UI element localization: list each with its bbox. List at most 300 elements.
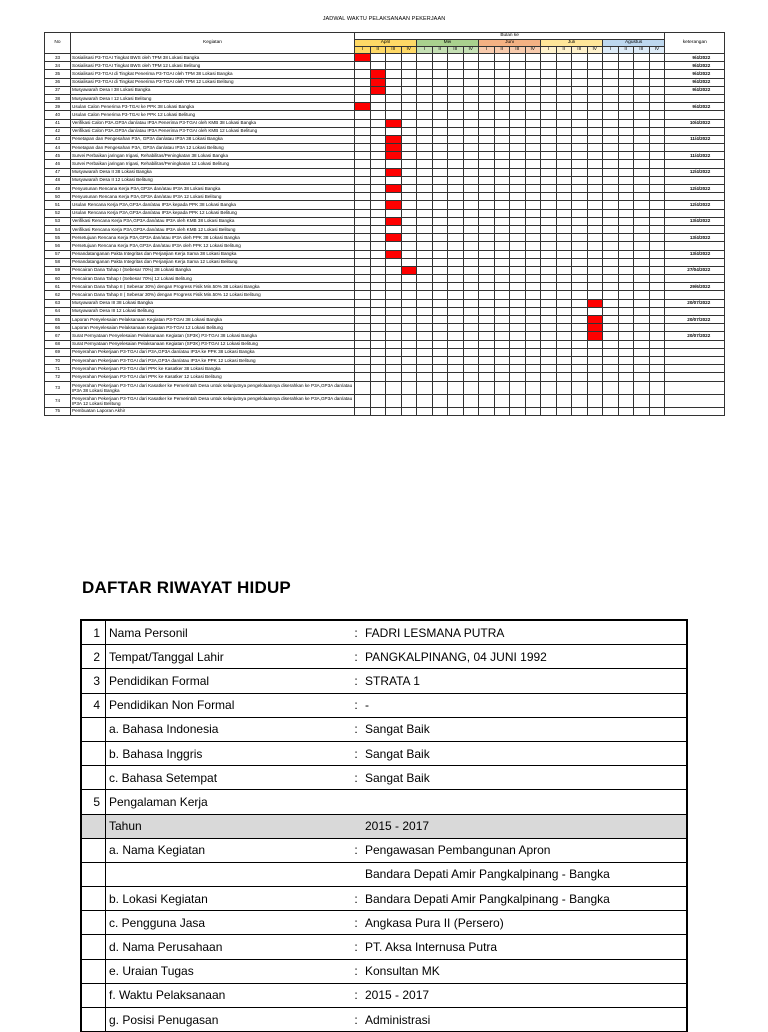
week-cell	[494, 54, 510, 62]
week-cell	[618, 258, 634, 266]
week-cell	[634, 103, 650, 111]
row-keterangan: 9/4/2022	[665, 62, 725, 70]
week-cell	[401, 258, 417, 266]
row-keterangan: 9/4/2022	[665, 78, 725, 86]
week-cell	[541, 176, 557, 184]
week-cell	[448, 160, 464, 168]
week-cell	[572, 185, 588, 193]
week-cell	[401, 94, 417, 102]
week-cell	[448, 62, 464, 70]
week-cell	[463, 373, 479, 381]
week-cell	[370, 324, 386, 332]
row-keterangan	[665, 176, 725, 184]
week-cell	[572, 234, 588, 242]
week-cell	[401, 62, 417, 70]
week-cell	[603, 283, 619, 291]
row-kegiatan: Penandatanganan Pakta Integritas dan Perjanjian Kerja Sama 38 Lokasi Bangka	[71, 250, 355, 258]
week-cell	[525, 242, 541, 250]
week-cell	[525, 365, 541, 373]
cv-row-colon: :	[351, 911, 361, 935]
row-kegiatan: Musyawarah Desa III 38 Lokasi Bangka	[71, 299, 355, 307]
week-cell	[463, 176, 479, 184]
week-cell	[432, 373, 448, 381]
week-cell	[618, 86, 634, 94]
week-cell	[618, 291, 634, 299]
week-cell	[634, 185, 650, 193]
week-cell	[386, 266, 402, 274]
week-cell	[618, 348, 634, 356]
row-kegiatan: Penyerahan Pekerjaan P3-TGAI dari PPK ke Kasatker 12 Lokasi Belitung	[71, 373, 355, 381]
week-cell	[556, 365, 572, 373]
week-cell	[432, 193, 448, 201]
week-cell	[541, 365, 557, 373]
week-cell	[386, 193, 402, 201]
week-cell	[572, 365, 588, 373]
week-cell	[370, 103, 386, 111]
week-cell	[463, 103, 479, 111]
week-cell	[355, 225, 371, 233]
header-month: April	[355, 40, 417, 47]
week-cell	[510, 381, 526, 394]
week-cell	[479, 283, 495, 291]
week-cell	[355, 394, 371, 407]
week-cell	[479, 103, 495, 111]
week-cell	[386, 250, 402, 258]
week-cell	[603, 316, 619, 324]
week-cell	[649, 168, 665, 176]
week-cell	[463, 348, 479, 356]
week-cell	[649, 407, 665, 415]
row-no: 38	[45, 94, 71, 102]
week-cell	[618, 193, 634, 201]
week-cell	[370, 275, 386, 283]
week-cell	[572, 316, 588, 324]
schedule-row	[45, 250, 725, 258]
week-cell	[417, 250, 433, 258]
week-cell	[355, 127, 371, 135]
week-cell	[417, 340, 433, 348]
week-cell	[587, 316, 603, 324]
week-cell	[417, 111, 433, 119]
row-keterangan	[665, 258, 725, 266]
schedule-bar	[371, 70, 386, 77]
cv-row-label: Tempat/Tanggal Lahir	[106, 645, 352, 669]
row-keterangan: 12/4/2022	[665, 201, 725, 209]
week-cell	[401, 324, 417, 332]
week-cell	[649, 144, 665, 152]
row-no: 64	[45, 307, 71, 315]
week-cell	[417, 217, 433, 225]
row-keterangan: 10/4/2022	[665, 119, 725, 127]
week-cell	[370, 144, 386, 152]
row-no: 42	[45, 127, 71, 135]
week-cell	[355, 381, 371, 394]
week-cell	[649, 242, 665, 250]
week-cell	[603, 365, 619, 373]
row-keterangan: 9/4/2022	[665, 54, 725, 62]
week-cell	[556, 242, 572, 250]
week-cell	[541, 70, 557, 78]
week-cell	[479, 275, 495, 283]
week-cell	[494, 185, 510, 193]
week-cell	[649, 54, 665, 62]
cv-row-label	[106, 862, 352, 886]
week-cell	[525, 275, 541, 283]
week-cell	[587, 324, 603, 332]
week-cell	[556, 324, 572, 332]
week-cell	[618, 127, 634, 135]
week-cell	[587, 111, 603, 119]
row-no: 45	[45, 152, 71, 160]
week-cell	[556, 176, 572, 184]
week-cell	[432, 70, 448, 78]
week-cell	[355, 86, 371, 94]
week-cell	[355, 193, 371, 201]
week-cell	[618, 242, 634, 250]
week-cell	[463, 266, 479, 274]
week-cell	[463, 316, 479, 324]
week-cell	[432, 316, 448, 324]
cv-row-colon: :	[351, 959, 361, 983]
week-cell	[603, 332, 619, 340]
week-cell	[463, 332, 479, 340]
schedule-title: JADWAL WAKTU PELAKSANAAN PEKERJAAN	[322, 16, 446, 22]
week-cell	[510, 86, 526, 94]
week-cell	[541, 119, 557, 127]
week-cell	[603, 152, 619, 160]
week-cell	[355, 168, 371, 176]
week-cell	[463, 242, 479, 250]
cv-row-label: e. Uraian Tugas	[106, 959, 352, 983]
week-cell	[541, 103, 557, 111]
week-cell	[479, 234, 495, 242]
week-cell	[401, 394, 417, 407]
week-cell	[386, 160, 402, 168]
week-cell	[510, 185, 526, 193]
week-cell	[510, 176, 526, 184]
week-cell	[479, 348, 495, 356]
week-cell	[572, 299, 588, 307]
week-cell	[401, 356, 417, 364]
week-cell	[417, 86, 433, 94]
week-cell	[556, 217, 572, 225]
week-cell	[401, 332, 417, 340]
week-cell	[370, 168, 386, 176]
schedule-row	[45, 111, 725, 119]
week-cell	[525, 266, 541, 274]
week-cell	[448, 217, 464, 225]
week-cell	[479, 54, 495, 62]
week-cell	[370, 201, 386, 209]
week-cell	[572, 258, 588, 266]
week-cell	[448, 266, 464, 274]
week-cell	[432, 394, 448, 407]
week-cell	[587, 340, 603, 348]
week-cell	[370, 78, 386, 86]
week-cell	[355, 291, 371, 299]
week-cell	[401, 266, 417, 274]
schedule-row	[45, 54, 725, 62]
week-cell	[370, 340, 386, 348]
week-cell	[401, 217, 417, 225]
header-week: III	[572, 47, 588, 54]
week-cell	[479, 316, 495, 324]
week-cell	[634, 201, 650, 209]
schedule-bar	[386, 144, 401, 151]
cv-row-colon: :	[351, 741, 361, 765]
week-cell	[525, 332, 541, 340]
week-cell	[432, 201, 448, 209]
week-cell	[370, 127, 386, 135]
cv-row	[81, 620, 687, 645]
week-cell	[525, 193, 541, 201]
week-cell	[494, 250, 510, 258]
week-cell	[541, 340, 557, 348]
cv-row	[81, 669, 687, 693]
week-cell	[448, 365, 464, 373]
week-cell	[603, 62, 619, 70]
week-cell	[448, 242, 464, 250]
week-cell	[556, 332, 572, 340]
week-cell	[386, 291, 402, 299]
week-cell	[463, 86, 479, 94]
schedule-row	[45, 94, 725, 102]
week-cell	[494, 234, 510, 242]
week-cell	[386, 407, 402, 415]
week-cell	[587, 299, 603, 307]
week-cell	[432, 348, 448, 356]
week-cell	[479, 373, 495, 381]
week-cell	[355, 299, 371, 307]
week-cell	[618, 373, 634, 381]
week-cell	[587, 168, 603, 176]
week-cell	[417, 242, 433, 250]
week-cell	[587, 356, 603, 364]
week-cell	[603, 250, 619, 258]
week-cell	[401, 152, 417, 160]
row-keterangan	[665, 225, 725, 233]
row-no: 61	[45, 283, 71, 291]
row-keterangan: 12/4/2022	[665, 185, 725, 193]
cv-row	[81, 645, 687, 669]
schedule-bar	[588, 300, 603, 307]
week-cell	[370, 307, 386, 315]
week-cell	[649, 348, 665, 356]
cv-row-value: Bandara Depati Amir Pangkalpinang - Bangka	[361, 887, 687, 911]
week-cell	[556, 144, 572, 152]
week-cell	[448, 78, 464, 86]
cv-row	[81, 717, 687, 741]
cv-row-value: Administrasi	[361, 1008, 687, 1032]
cv-row	[81, 766, 687, 790]
week-cell	[634, 258, 650, 266]
week-cell	[510, 324, 526, 332]
row-keterangan	[665, 356, 725, 364]
week-cell	[448, 299, 464, 307]
cv-row-number	[81, 862, 106, 886]
row-keterangan	[665, 381, 725, 394]
week-cell	[494, 332, 510, 340]
cv-row-value: 2015 - 2017	[361, 983, 687, 1007]
cv-row	[81, 814, 687, 838]
row-kegiatan: Laporan Penyelesaian Pelaksanaan Kegiatan P3-TGAI 38 Lokasi Bangka	[71, 316, 355, 324]
week-cell	[355, 78, 371, 86]
cv-row-label: Tahun	[106, 814, 352, 838]
cv-row-label: Nama Personil	[106, 620, 352, 645]
week-cell	[355, 160, 371, 168]
week-cell	[448, 316, 464, 324]
week-cell	[525, 127, 541, 135]
week-cell	[603, 217, 619, 225]
week-cell	[649, 111, 665, 119]
week-cell	[355, 135, 371, 143]
week-cell	[355, 201, 371, 209]
cv-row-number: 5	[81, 790, 106, 814]
week-cell	[463, 283, 479, 291]
week-cell	[572, 340, 588, 348]
week-cell	[355, 283, 371, 291]
schedule-row	[45, 86, 725, 94]
schedule-bar	[386, 136, 401, 143]
week-cell	[386, 62, 402, 70]
week-cell	[370, 299, 386, 307]
week-cell	[587, 127, 603, 135]
week-cell	[401, 407, 417, 415]
week-cell	[432, 144, 448, 152]
week-cell	[618, 152, 634, 160]
row-keterangan: 13/4/2022	[665, 217, 725, 225]
week-cell	[541, 201, 557, 209]
week-cell	[494, 373, 510, 381]
week-cell	[463, 324, 479, 332]
week-cell	[525, 54, 541, 62]
week-cell	[603, 119, 619, 127]
week-cell	[494, 78, 510, 86]
week-cell	[572, 86, 588, 94]
header-week: IV	[587, 47, 603, 54]
week-cell	[510, 152, 526, 160]
row-keterangan	[665, 127, 725, 135]
week-cell	[649, 70, 665, 78]
header-week: IV	[649, 47, 665, 54]
week-cell	[649, 266, 665, 274]
week-cell	[572, 127, 588, 135]
week-cell	[355, 348, 371, 356]
week-cell	[463, 185, 479, 193]
row-keterangan: 20/07/2022	[665, 299, 725, 307]
week-cell	[463, 407, 479, 415]
schedule-row	[45, 135, 725, 143]
week-cell	[510, 111, 526, 119]
week-cell	[572, 62, 588, 70]
week-cell	[572, 283, 588, 291]
week-cell	[556, 299, 572, 307]
week-cell	[618, 185, 634, 193]
week-cell	[417, 373, 433, 381]
week-cell	[432, 127, 448, 135]
week-cell	[448, 283, 464, 291]
schedule-row	[45, 381, 725, 394]
row-no: 50	[45, 193, 71, 201]
week-cell	[541, 111, 557, 119]
week-cell	[386, 217, 402, 225]
week-cell	[417, 201, 433, 209]
week-cell	[556, 119, 572, 127]
week-cell	[463, 160, 479, 168]
week-cell	[603, 176, 619, 184]
week-cell	[649, 135, 665, 143]
week-cell	[417, 185, 433, 193]
week-cell	[572, 324, 588, 332]
week-cell	[417, 291, 433, 299]
week-cell	[432, 407, 448, 415]
week-cell	[572, 103, 588, 111]
week-cell	[355, 316, 371, 324]
week-cell	[510, 250, 526, 258]
week-cell	[479, 127, 495, 135]
cv-row-label: c. Pengguna Jasa	[106, 911, 352, 935]
week-cell	[525, 119, 541, 127]
week-cell	[432, 324, 448, 332]
schedule-row	[45, 62, 725, 70]
week-cell	[634, 86, 650, 94]
week-cell	[634, 78, 650, 86]
schedule-bar	[588, 324, 603, 331]
cv-row-value: 2015 - 2017	[361, 814, 687, 838]
week-cell	[603, 348, 619, 356]
week-cell	[386, 316, 402, 324]
week-cell	[463, 394, 479, 407]
week-cell	[649, 185, 665, 193]
row-no: 37	[45, 86, 71, 94]
row-no: 44	[45, 144, 71, 152]
week-cell	[510, 119, 526, 127]
week-cell	[510, 356, 526, 364]
week-cell	[463, 70, 479, 78]
week-cell	[417, 394, 433, 407]
week-cell	[649, 250, 665, 258]
week-cell	[479, 86, 495, 94]
week-cell	[479, 135, 495, 143]
cv-table	[80, 619, 688, 1032]
week-cell	[587, 365, 603, 373]
week-cell	[370, 217, 386, 225]
week-cell	[463, 135, 479, 143]
row-keterangan	[665, 324, 725, 332]
week-cell	[432, 299, 448, 307]
week-cell	[649, 299, 665, 307]
week-cell	[494, 209, 510, 217]
week-cell	[386, 144, 402, 152]
header-week: II	[618, 47, 634, 54]
week-cell	[618, 168, 634, 176]
week-cell	[634, 250, 650, 258]
cv-row	[81, 911, 687, 935]
week-cell	[432, 266, 448, 274]
row-no: 33	[45, 54, 71, 62]
cv-row-value: Konsultan MK	[361, 959, 687, 983]
week-cell	[541, 307, 557, 315]
week-cell	[386, 103, 402, 111]
row-no: 54	[45, 225, 71, 233]
week-cell	[525, 250, 541, 258]
cv-row-label: g. Posisi Penugasan	[106, 1008, 352, 1032]
week-cell	[572, 78, 588, 86]
week-cell	[541, 407, 557, 415]
week-cell	[572, 266, 588, 274]
week-cell	[634, 266, 650, 274]
week-cell	[525, 394, 541, 407]
